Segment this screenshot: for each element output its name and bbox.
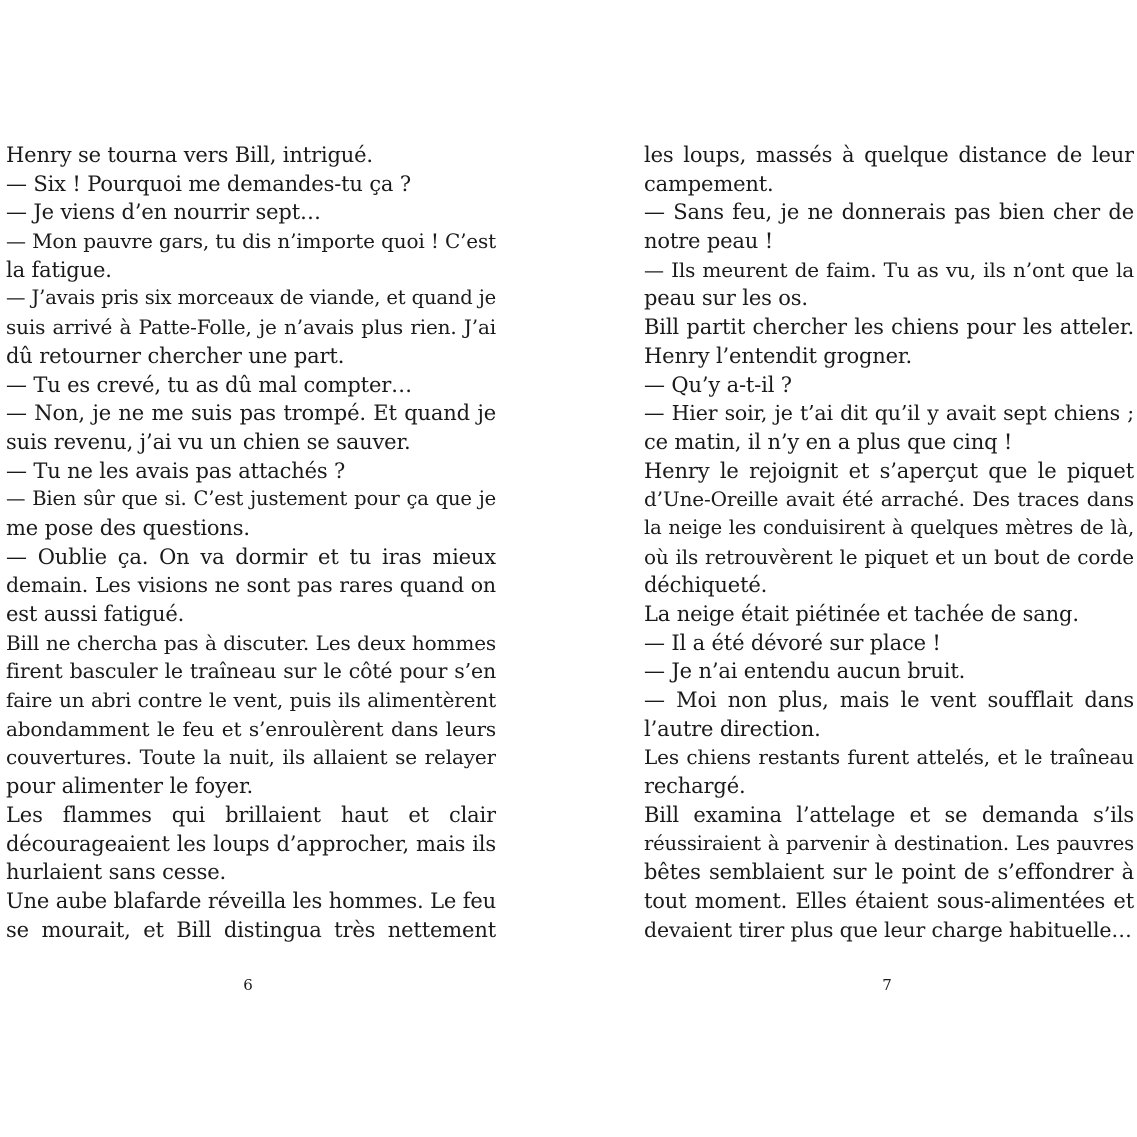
- text-line: d’Une-Oreille avait été arraché. Des traces dans: [644, 487, 1134, 512]
- text-line: — Je n’ai entendu aucun bruit.: [644, 659, 966, 684]
- text-line: la neige les conduisirent à quelques mètres de là,: [644, 515, 1134, 539]
- left-page-number: 6: [243, 976, 253, 994]
- text-line: — Il a été dévoré sur place !: [644, 630, 941, 655]
- text-line: notre peau !: [644, 229, 773, 254]
- left-page: [6, 141, 496, 944]
- text-line: décourageaient les loups d’approcher, mais ils: [6, 831, 496, 856]
- right-page-text: [644, 141, 1134, 944]
- text-line: dû retourner chercher une part.: [6, 343, 345, 368]
- text-line: — Non, je ne me suis pas trompé. Et quand je: [6, 401, 496, 426]
- text-line: Les chiens restants furent attelés, et le traîneau: [644, 745, 1134, 770]
- text-line: suis arrivé à Patte-Folle, je n’avais plus rien. J’ai: [6, 315, 496, 340]
- text-line: me pose des questions.: [6, 515, 250, 540]
- text-line: Henry se tourna vers Bill, intrigué.: [6, 143, 373, 167]
- left-page-text: [6, 141, 496, 944]
- text-line: bêtes semblaient sur le point de s’effondrer à: [644, 860, 1134, 885]
- text-line: Une aube blafarde réveilla les hommes. Le feu: [6, 888, 496, 913]
- text-line: peau sur les os.: [644, 286, 808, 311]
- text-line: rechargé.: [644, 774, 746, 799]
- text-line: La neige était piétinée et tachée de sang.: [644, 602, 1079, 626]
- text-line: — Tu ne les avais pas attachés ?: [6, 458, 346, 483]
- text-line: — Bien sûr que si. C’est justement pour ça que je: [6, 487, 496, 511]
- text-line: ce matin, il n’y en a plus que cinq !: [644, 429, 1013, 454]
- text-line: pour alimenter le foyer.: [6, 774, 254, 799]
- text-line: campement.: [644, 171, 774, 196]
- text-line: déchiqueté.: [644, 573, 768, 598]
- text-line: Les flammes qui brillaient haut et clair: [6, 802, 496, 827]
- text-line: Bill ne chercha pas à discuter. Les deux hommes: [6, 630, 496, 655]
- text-line: couvertures. Toute la nuit, ils allaient se relayer: [6, 745, 496, 770]
- text-line: firent basculer le traîneau sur le côté pour s’en: [6, 659, 496, 684]
- text-line: tout moment. Elles étaient sous-alimentées et: [644, 888, 1134, 913]
- text-line: la fatigue.: [6, 257, 112, 282]
- text-line: Henry le rejoignit et s’aperçut que le piquet: [644, 458, 1134, 483]
- text-line: l’autre direction.: [644, 716, 821, 741]
- text-line: devaient tirer plus que leur charge habituelle…: [644, 917, 1132, 942]
- text-line: Bill examina l’attelage et se demanda s’ils: [644, 802, 1134, 827]
- text-line: les loups, massés à quelque distance de leur: [644, 143, 1134, 167]
- right-page-number: 7: [882, 976, 892, 994]
- text-line: — Qu’y a-t-il ?: [644, 372, 792, 397]
- text-line: est aussi fatigué.: [6, 602, 185, 626]
- text-line: — J’avais pris six morceaux de viande, et quand je: [6, 286, 496, 310]
- text-line: — Sans feu, je ne donnerais pas bien cher de: [644, 200, 1134, 225]
- text-line: — Tu es crevé, tu as dû mal compter…: [6, 372, 412, 397]
- text-line: — Hier soir, je t’ai dit qu’il y avait sept chiens ;: [644, 401, 1134, 426]
- text-line: réussiraient à parvenir à destination. Les pauvres: [644, 831, 1134, 855]
- text-line: hurlaient sans cesse.: [6, 860, 227, 885]
- text-line: suis revenu, j’ai vu un chien se sauver.: [6, 429, 411, 454]
- text-line: abondamment le feu et s’enroulèrent dans leurs: [6, 716, 496, 741]
- text-line: — Mon pauvre gars, tu dis n’importe quoi ! C’est: [6, 229, 496, 254]
- text-line: — Ils meurent de faim. Tu as vu, ils n’ont que la: [644, 257, 1134, 282]
- text-line: Bill partit chercher les chiens pour les atteler.: [644, 315, 1134, 340]
- text-line: faire un abri contre le vent, puis ils alimentèrent: [6, 688, 496, 713]
- text-line: — Oublie ça. On va dormir et tu iras mieux: [6, 544, 496, 569]
- text-line: — Je viens d’en nourrir sept…: [6, 200, 321, 225]
- text-line: — Six ! Pourquoi me demandes-tu ça ?: [6, 171, 411, 196]
- text-line: Henry l’entendit grogner.: [644, 343, 913, 368]
- text-line: — Moi non plus, mais le vent soufflait dans: [644, 688, 1134, 713]
- right-page: [644, 141, 1134, 944]
- text-line: se mourait, et Bill distingua très nettement: [6, 917, 496, 942]
- text-line: où ils retrouvèrent le piquet et un bout de corde: [644, 544, 1134, 569]
- text-line: demain. Les visions ne sont pas rares quand on: [6, 573, 496, 598]
